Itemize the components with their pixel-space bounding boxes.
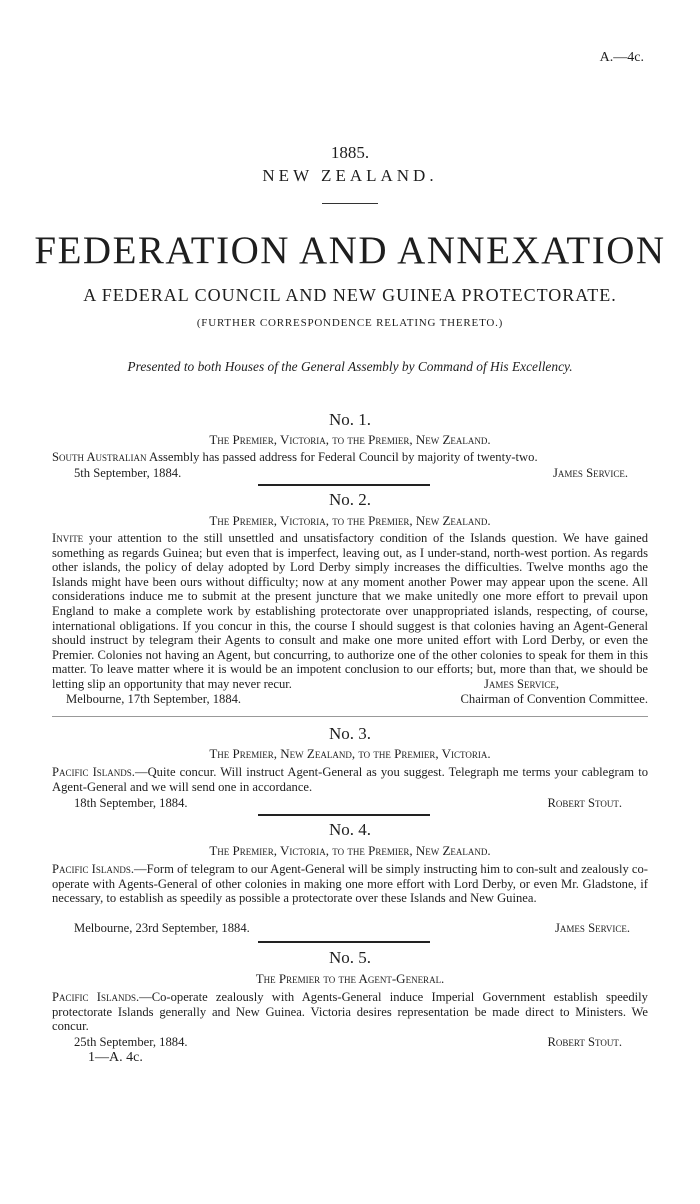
item-divider <box>258 814 430 816</box>
item-text: —Form of telegram to our Agent-General will be simply instructing him to con-sult and zealously co-operate with Agents-General of other colonies in making one more effort with Lord Derby, or even Mr. Gladstone, if necessary, to establish as speedily as possible a protectorate over these Islands and New Guinea. <box>52 862 648 906</box>
item-signature: James Service. <box>553 466 628 480</box>
document-subtitle: A FEDERAL COUNCIL AND NEW GUINEA PROTECTORATE. <box>83 285 617 305</box>
document-country: NEW ZEALAND. <box>262 166 438 185</box>
item-body <box>52 862 648 906</box>
item-divider <box>52 716 648 717</box>
item-date: Melbourne, 23rd September, 1884. <box>74 921 250 935</box>
item-date: Melbourne, 17th September, 1884. <box>66 692 242 706</box>
document-title: FEDERATION AND ANNEXATION <box>34 229 666 272</box>
item-lead: South Australian <box>52 450 147 464</box>
title-divider <box>322 203 378 204</box>
item-signature: James Service, <box>484 677 559 691</box>
item-text: your attention to the still unsettled and unsatisfactory condition of the Islands question. We have gained something as regards Guinea; but even that is imperfect, leaving out, as I under-stand, north-west portion. As regards other islands, the policy of delay adopted by Lord Derby simply increases the difficulties. Twelve months ago the Islands might have been ours without difficulty; now at any moment another Power may appear upon the scene. All considerations induce me to submit at the present juncture that we make unitedly one more effort to prevail upon England to make a complete work by establishing protectorate over unappropriated islands, respecting, of course, international obligations. If you concur in this, the course I should suggest is that colonies having an Agent-General should instruct by telegram their Agents to consult and make one more united effort with Lord Derby, or even the Premier. Colonies not having an Agent, but concurring, to authorize one of the other colonies to speak for them in this matter. To leave matter where it is would be an impotent conclusion to our efforts; but, more than that, we should be letting slip an opportunity that may never recur. <box>52 531 648 691</box>
item-divider <box>258 484 430 486</box>
item-body <box>52 531 648 692</box>
presentation-line: Presented to both Houses of the General Assembly by Command of His Excellency. <box>127 359 573 374</box>
item-lead: Pacific Islands. <box>52 862 135 876</box>
item-lead: Invite <box>52 531 84 545</box>
page-reference: A.—4c. <box>599 50 644 65</box>
item-signature-title: Chairman of Convention Committee. <box>460 692 648 706</box>
item-number: No. 5. <box>328 948 372 967</box>
document-note: (FURTHER CORRESPONDENCE RELATING THERETO.) <box>196 317 504 329</box>
item-divider <box>258 941 430 943</box>
item-date: 5th September, 1884. <box>74 466 182 480</box>
item-number: No. 4. <box>328 820 372 839</box>
item-lead: Pacific Islands. <box>52 990 140 1004</box>
item-text: —Co-operate zealously with Agents-General induce Imperial Government establish speedily protectorate Islands generally and New Guinea. Victoria desires representation be made direct to Ministers. We concur. <box>52 990 648 1034</box>
page-footer: 1—A. 4c. <box>88 1050 143 1065</box>
item-signature: Robert Stout. <box>547 796 622 810</box>
document-year: 1885. <box>330 143 370 162</box>
item-heading: The Premier, Victoria, to the Premier, New Zealand. <box>209 843 491 858</box>
item-text: Assembly has passed address for Federal Council by majority of twenty-two. <box>149 450 538 464</box>
item-date: 18th September, 1884. <box>74 796 188 810</box>
item-text: —Quite concur. Will instruct Agent-General as you suggest. Telegraph me terms your cablegram to Agent-General and we will send one in accordance. <box>52 765 648 794</box>
item-date: 25th September, 1884. <box>74 1035 188 1049</box>
item-heading: The Premier, Victoria, to the Premier, New Zealand. <box>209 432 491 447</box>
item-body <box>52 765 648 794</box>
item-signature: Robert Stout. <box>547 1035 622 1049</box>
item-heading: The Premier to the Agent-General. <box>255 971 445 986</box>
item-number: No. 1. <box>328 410 372 429</box>
item-heading: The Premier, Victoria, to the Premier, New Zealand. <box>209 513 491 528</box>
item-number: No. 2. <box>328 490 372 509</box>
item-heading: The Premier, New Zealand, to the Premier, Victoria. <box>209 746 491 761</box>
item-signature: James Service. <box>555 921 630 935</box>
item-number: No. 3. <box>328 724 372 743</box>
item-body <box>52 990 648 1034</box>
item-lead: Pacific Islands. <box>52 765 135 779</box>
item-body <box>52 450 648 465</box>
